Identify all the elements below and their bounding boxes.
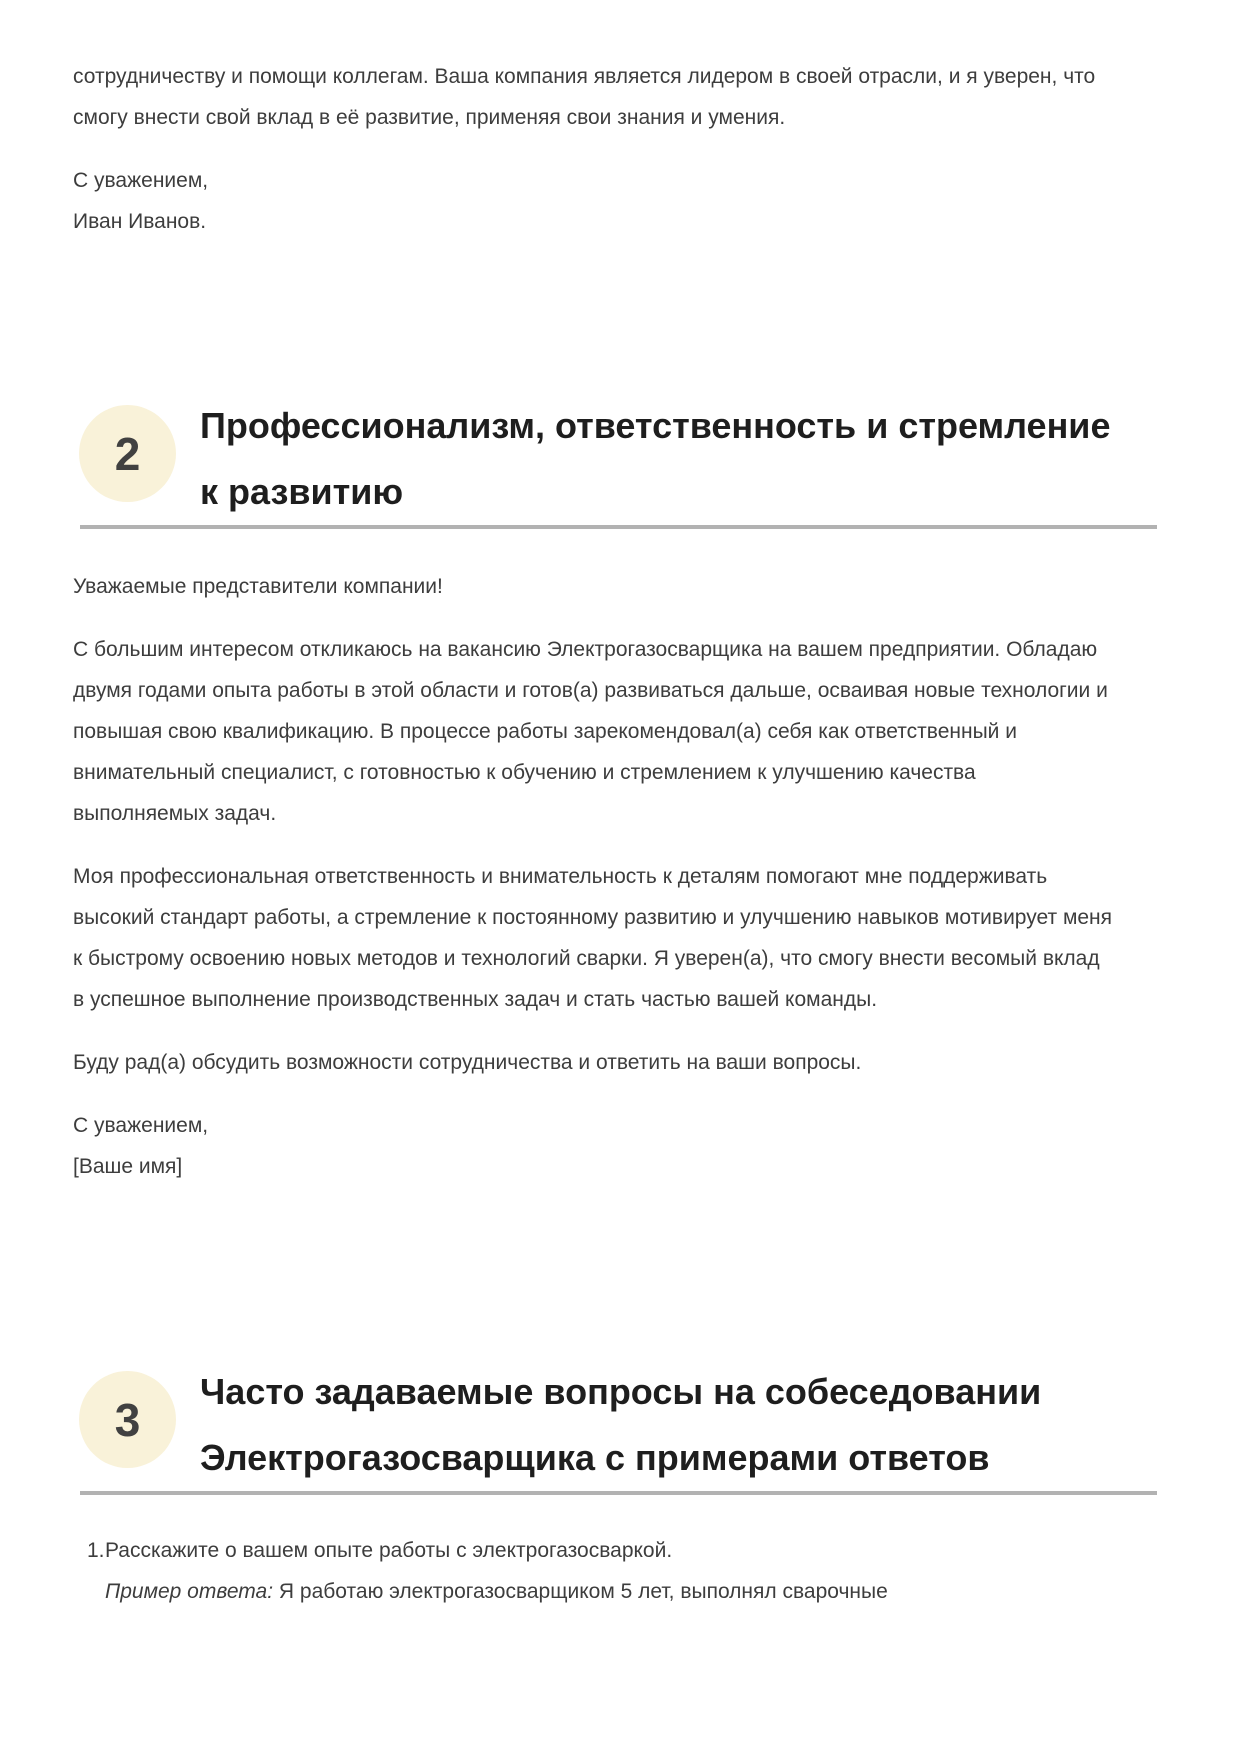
- faq-answer: [105, 1571, 888, 1612]
- section-2-body: [73, 566, 1157, 1187]
- cover-letter-paragraph: Буду рад(а) обсудить возможности сотрудничества и ответить на ваши вопросы.: [73, 1051, 862, 1074]
- section-number-badge: 2: [79, 405, 176, 502]
- signature-line-2: Иван Иванов.: [73, 210, 207, 233]
- section-3-divider: [80, 1491, 1157, 1495]
- cover-letter-paragraph: С большим интересом откликаюсь на вакансию Электрогазосварщика на вашем предприятии. Обладаю двумя годами опыта работы в этой области и готов(а) развиваться дальше, осваивая новые технологии и повышая свою квалификацию. В процессе работы зарекомендовал(а) себя как ответственный и внимательный специалист, с готовностью к обучению и стремлением к улучшению качества выполняемых задач.: [73, 638, 1108, 825]
- section-3-title-line-2: Электрогазосварщика с примерами ответов: [200, 1437, 990, 1478]
- section-2-divider: [80, 525, 1157, 529]
- signature-line-1: С уважением,: [73, 1114, 209, 1137]
- greeting-paragraph: Уважаемые представители компании!: [73, 575, 443, 598]
- section-2-title-line-2: к развитию: [200, 471, 404, 512]
- faq-item-number: 1.: [87, 1539, 105, 1562]
- section-2-header: [73, 393, 1157, 525]
- faq-item-content: [105, 1530, 888, 1612]
- section-3-title-line-1: Часто задаваемые вопросы на собеседовании: [200, 1371, 1042, 1412]
- signature-line-1: С уважением,: [73, 169, 209, 192]
- section-3-header: [73, 1359, 1157, 1491]
- faq-item: [87, 1530, 1157, 1612]
- faq-list: [73, 1530, 1157, 1612]
- faq-answer-label: Пример ответа:: [105, 1580, 274, 1603]
- cover-letter-paragraph: Моя профессиональная ответственность и внимательность к деталям помогают мне поддерживать высокий стандарт работы, а стремление к постоянному развитию и улучшению навыков мотивирует меня к быстрому освоению новых методов и технологий сварки. Я уверен(а), что смогу внести весомый вклад в успешное выполнение производственных задач и стать частью вашей команды.: [73, 865, 1113, 1011]
- section-2-title: [200, 393, 1110, 525]
- intro-signature: [73, 160, 1115, 242]
- signature-line-2: [Ваше имя]: [73, 1155, 183, 1178]
- section-2-title-line-1: Профессионализм, ответственность и стремление: [200, 405, 1111, 446]
- intro-paragraph: сотрудничеству и помощи коллегам. Ваша компания является лидером в своей отрасли, и я уверен, что смогу внести свой вклад в её развитие, применяя свои знания и умения.: [73, 65, 1096, 129]
- faq-question: Расскажите о вашем опыте работы с электрогазосваркой.: [105, 1539, 673, 1562]
- faq-answer-text: Я работаю электрогазосварщиком 5 лет, выполнял сварочные: [278, 1580, 888, 1603]
- section-2-signature: [73, 1105, 1115, 1187]
- section-number-badge: 3: [79, 1371, 176, 1468]
- section-3-title: [200, 1359, 1041, 1491]
